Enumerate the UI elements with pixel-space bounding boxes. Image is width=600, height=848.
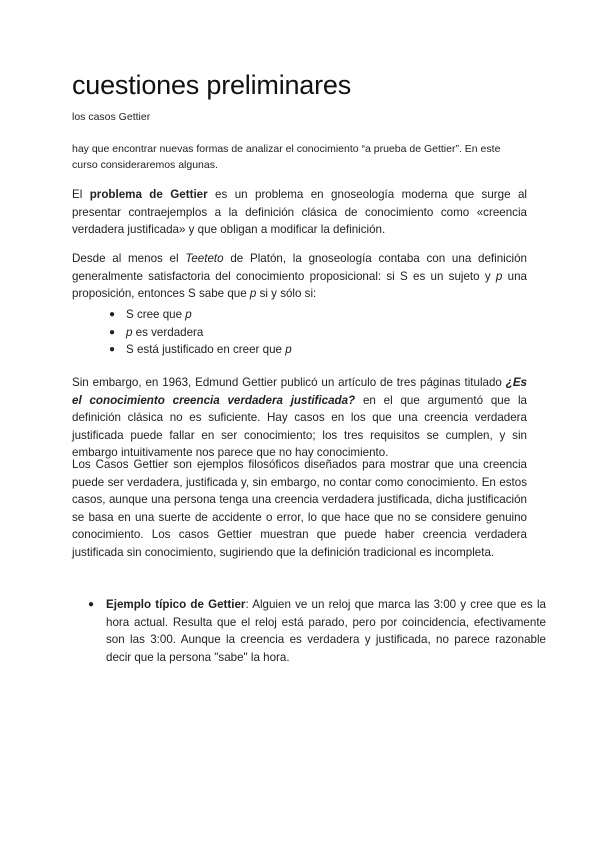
bullet-icon: ●: [88, 599, 95, 610]
text-segment: El: [72, 188, 90, 201]
example-label: Ejemplo típico de Gettier: [106, 598, 246, 611]
condition-text: S está justificado en creer que: [126, 343, 286, 357]
example-text: : Alguien ve un reloj que marca las 3:00 y cree que es la hora actual. Resulta que el reloj está parado, pero por coincidencia, efectivamente son las 3:00. Aunque la creencia es verdadera y justificada, no parece razonable decir que la persona "sabe" la hora.: [106, 598, 546, 664]
list-item: [72, 341, 527, 359]
variable-p: p: [185, 308, 192, 321]
paragraph-gettier-cases: Los Casos Gettier son ejemplos filosóficos diseñados para mostrar que una creencia puede ser verdadera, justificada y, sin embargo, no contar como conocimiento. En estos casos, aunque una persona tenga una creencia verdadera justificada, dicha justificación se basa en una suerte de accidente o error, lo que hace que no se considere genuino conocimiento. Los casos Gettier muestran que puede haber creencia verdadera justificada sin conocimiento, sugiriendo que la definición tradicional es incompleta.: [72, 458, 527, 559]
page-title: cuestiones preliminares: [72, 70, 352, 100]
text-segment: de Platón, la gnoseología contaba con una definición generalmente satisfactoria del conocimiento proposicional: si S es un sujeto y: [72, 252, 527, 283]
italic-title: Teeteto: [185, 252, 224, 265]
variable-p: p: [249, 287, 257, 301]
article-title: ¿Es el conocimiento creencia verdadera justificada?: [72, 376, 527, 407]
variable-p: p: [495, 269, 503, 283]
text-segment: Sin embargo, en 1963, Edmund Gettier publicó un artículo de tres páginas titulado: [72, 376, 506, 389]
paragraph-classical-definition: [72, 250, 527, 303]
variable-p: p: [285, 343, 292, 357]
intro-paragraph: hay que encontrar nuevas formas de analizar el conocimiento “a prueba de Gettier”. En este curso consideraremos algunas.: [72, 143, 501, 171]
paragraph-gettier-problem: [72, 186, 527, 239]
bullet-icon: ●: [109, 309, 116, 320]
text-segment: Desde al menos el: [72, 252, 186, 265]
bold-term: problema de Gettier: [89, 188, 208, 201]
condition-text: S cree que: [126, 308, 186, 321]
text-segment: es un problema en gnoseología moderna que surge al presentar contraejemplos a la definición clásica de conocimiento como «creencia verdadera justificada» y que obligan a modificar la definición.: [72, 188, 527, 237]
condition-text: es verdadera: [132, 325, 204, 339]
variable-p: p: [126, 325, 133, 339]
paragraph-gettier-article: [72, 374, 527, 462]
text-segment: en el que argumentó que la definición clásica no es suficiente. Hay casos en los que una creencia verdadera justificada puede fallar en ser conocimiento; los tres requisitos se cumplen, y sin embargo intuitivamente nos parece que no hay conocimiento.: [72, 393, 527, 460]
text-segment: una proposición, entonces S sabe que: [72, 269, 527, 301]
bullet-icon: ●: [109, 326, 116, 338]
text-segment: si y sólo si:: [256, 287, 317, 301]
page-subtitle: los casos Gettier: [72, 111, 151, 123]
list-item: [72, 324, 527, 342]
list-item: [72, 306, 527, 324]
conditions-list: [72, 306, 527, 359]
bullet-icon: ●: [109, 344, 116, 356]
example-list-item: [88, 596, 546, 666]
